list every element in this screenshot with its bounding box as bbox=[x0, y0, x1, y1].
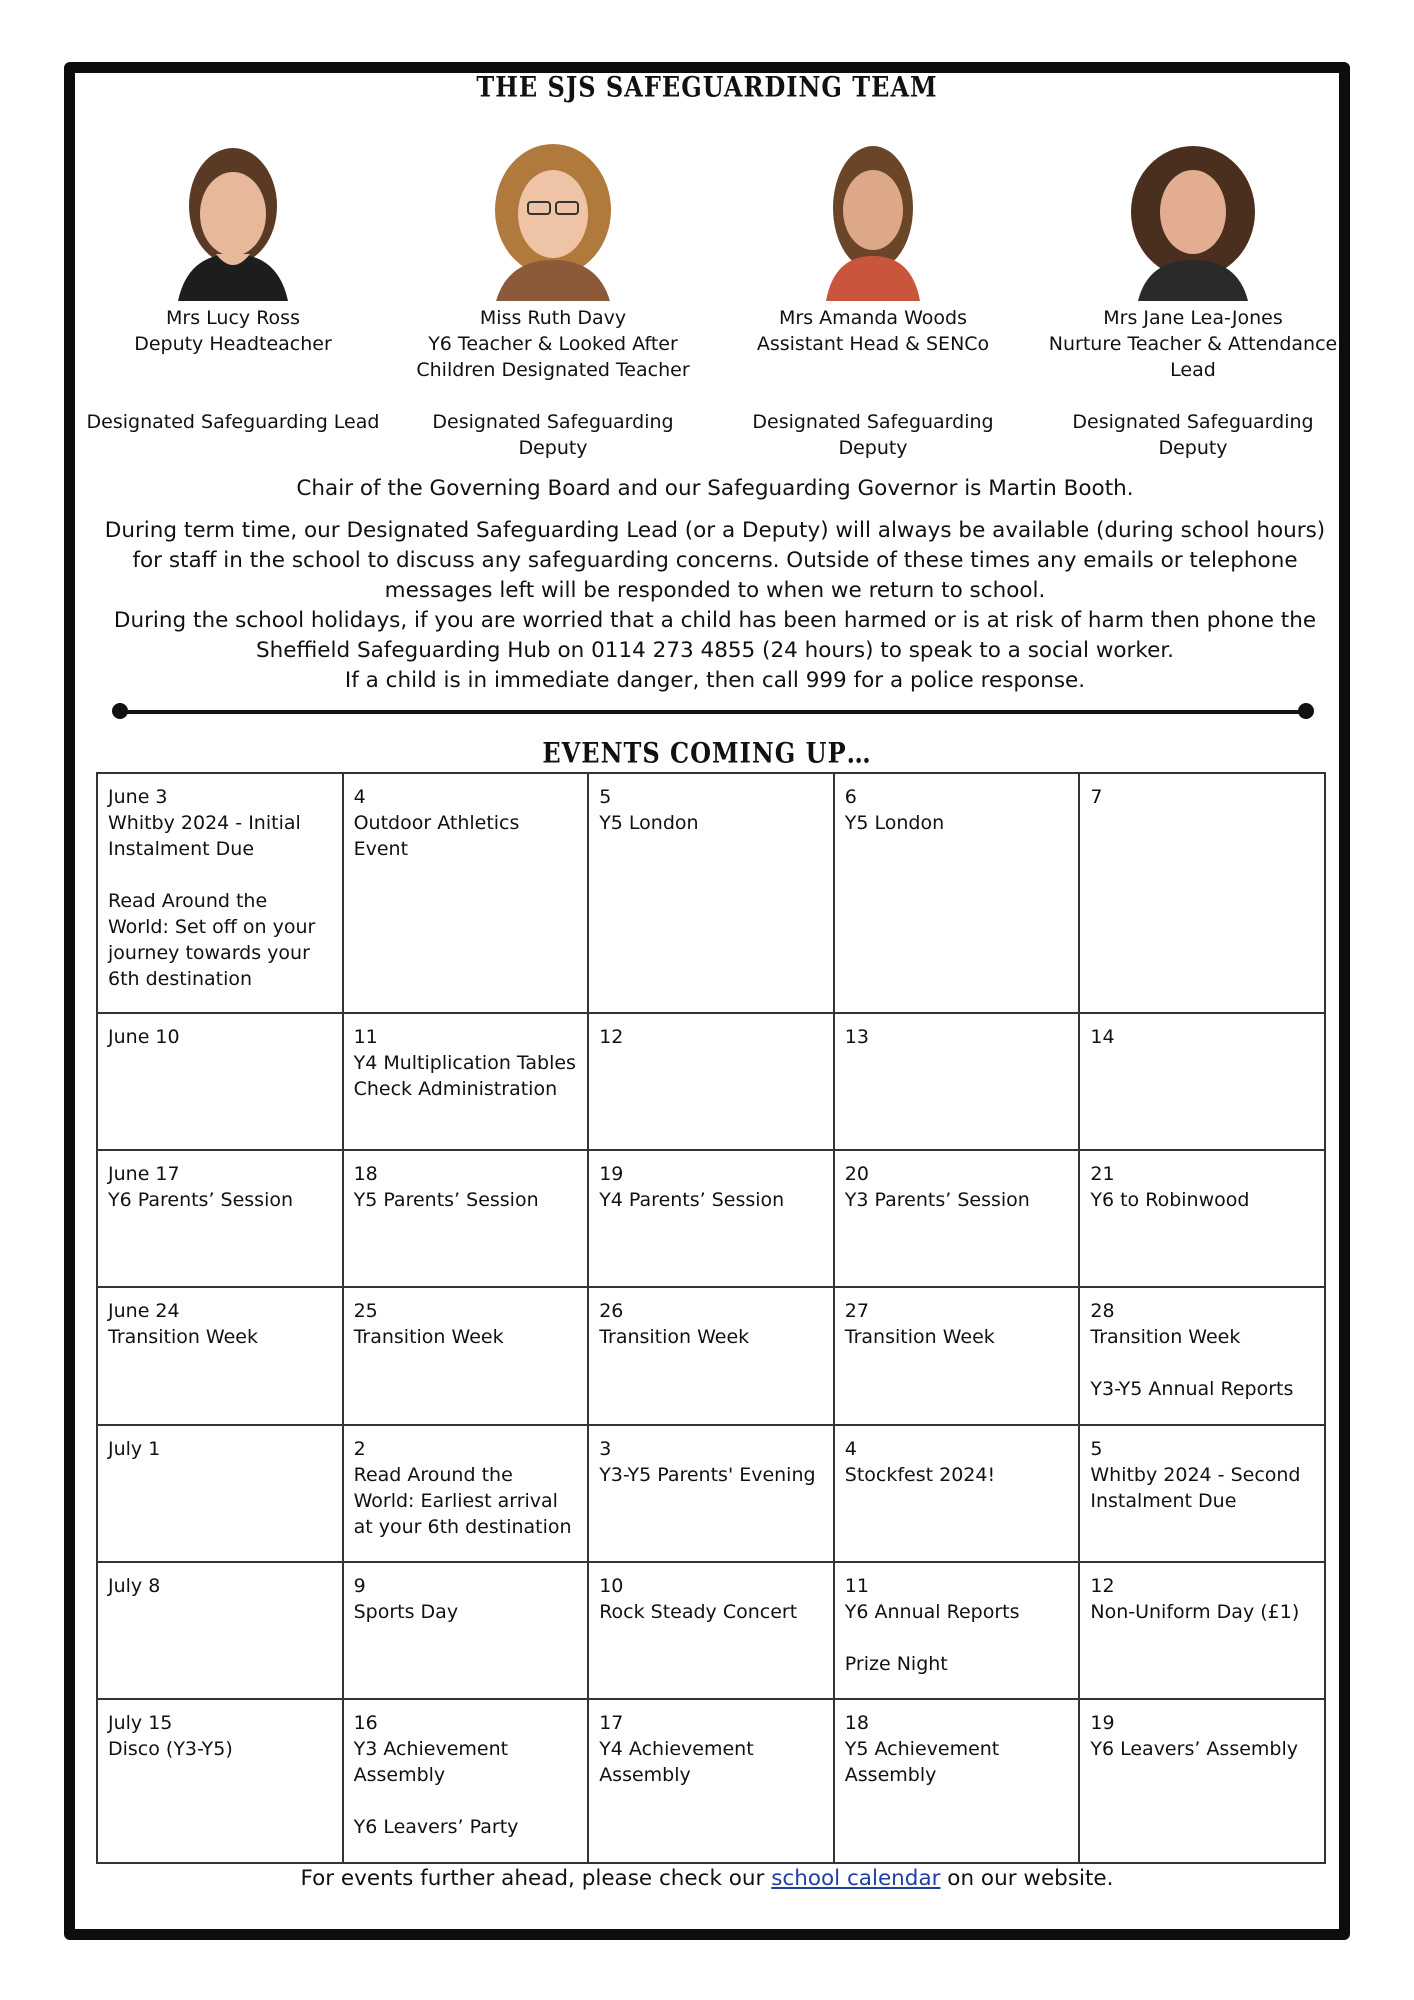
calendar-event: Outdoor Athletics Event bbox=[353, 812, 520, 860]
calendar-day-cell bbox=[1079, 773, 1325, 1013]
calendar-date: July 8 bbox=[108, 1574, 161, 1597]
calendar-day-cell bbox=[97, 1562, 343, 1699]
term-time-statement: During term time, our Designated Safeguarding Lead (or a Deputy) will always be available (during school hours) for staff in the school to discuss any safeguarding concerns. Outside of these times any emails or telephone messages left will be responded to when we return to school. bbox=[104, 518, 1326, 603]
footer-note bbox=[0, 1864, 1414, 1894]
calendar-date: July 1 bbox=[108, 1437, 161, 1460]
calendar-date: 25 bbox=[353, 1300, 378, 1323]
calendar-week-row bbox=[97, 1699, 1325, 1863]
calendar-date: 26 bbox=[599, 1300, 624, 1323]
calendar-date: June 10 bbox=[108, 1026, 180, 1049]
calendar-event: Y4 Achievement Assembly bbox=[599, 1737, 754, 1786]
calendar-event: Disco (Y3-Y5) bbox=[108, 1737, 233, 1760]
chair-statement: Chair of the Governing Board and our Safeguarding Governor is Martin Booth. bbox=[296, 476, 1134, 501]
staff-title-3-line-1: Assistant Head & SENCo bbox=[756, 333, 990, 355]
calendar-date: 5 bbox=[1090, 1437, 1103, 1460]
staff-title-2-line-1: Y6 Teacher & Looked After bbox=[428, 333, 678, 355]
calendar-day-cell bbox=[588, 1150, 834, 1287]
safeguarding-team-title: THE SJS SAFEGUARDING TEAM bbox=[476, 69, 938, 104]
calendar-day-cell bbox=[588, 1013, 834, 1150]
staff-role-2-line-1: Designated Safeguarding bbox=[432, 411, 674, 433]
calendar-date: 2 bbox=[353, 1437, 366, 1460]
calendar-event: Y6 to Robinwood bbox=[1090, 1189, 1250, 1212]
calendar-event: Y6 Annual Reports bbox=[844, 1600, 1020, 1623]
calendar-day-cell bbox=[1079, 1287, 1325, 1424]
calendar-week-row bbox=[97, 1013, 1325, 1150]
calendar-event: Y5 London bbox=[844, 812, 945, 834]
calendar-event: Sports Day bbox=[353, 1600, 459, 1623]
staff-photo-1 bbox=[158, 136, 308, 301]
calendar-date: 18 bbox=[353, 1163, 378, 1186]
staff-photo-3 bbox=[798, 136, 948, 301]
calendar-week-row bbox=[97, 773, 1325, 1013]
calendar-day-cell bbox=[588, 1562, 834, 1699]
calendar-day-cell bbox=[834, 1150, 1080, 1287]
calendar-event: Rock Steady Concert bbox=[599, 1600, 798, 1623]
staff-card-2 bbox=[398, 136, 708, 461]
calendar-day-cell bbox=[834, 1425, 1080, 1562]
staff-role-4-line-1: Designated Safeguarding bbox=[1072, 411, 1314, 433]
calendar-event: Y6 Leavers’ Party bbox=[353, 1815, 519, 1838]
calendar-date: 27 bbox=[844, 1300, 869, 1323]
calendar-date: 21 bbox=[1090, 1163, 1115, 1186]
danger-text: If a child is in immediate danger, then call 999 for a police response. bbox=[344, 668, 1086, 693]
staff-photo-2 bbox=[478, 136, 628, 301]
calendar-date: June 24 bbox=[108, 1300, 180, 1323]
calendar-date: 6 bbox=[844, 786, 857, 808]
calendar-event: Whitby 2024 - Second Instalment Due bbox=[1090, 1463, 1301, 1512]
calendar-event: Y5 Parents’ Session bbox=[353, 1189, 539, 1212]
calendar-date: 10 bbox=[599, 1574, 624, 1597]
calendar-day-cell bbox=[343, 1287, 589, 1424]
calendar-day-cell bbox=[343, 1013, 589, 1150]
calendar-day-cell bbox=[97, 1699, 343, 1863]
calendar-event: Transition Week bbox=[108, 1326, 258, 1349]
calendar-event: Read Around the World: Earliest arrival at your 6th destination bbox=[353, 1463, 572, 1538]
staff-title-1-line-1: Deputy Headteacher bbox=[134, 333, 332, 355]
calendar-date: 11 bbox=[353, 1026, 378, 1049]
staff-role-1-line-1: Designated Safeguarding Lead bbox=[86, 411, 380, 433]
calendar-event: Transition Week bbox=[1090, 1326, 1241, 1349]
divider-dot-right bbox=[1298, 703, 1314, 719]
calendar-date: 13 bbox=[844, 1026, 869, 1049]
section-divider bbox=[116, 710, 1310, 714]
cell-spacer bbox=[1090, 1350, 1314, 1376]
staff-photo-4 bbox=[1118, 136, 1268, 301]
calendar-date: 4 bbox=[844, 1437, 857, 1460]
calendar-day-cell bbox=[834, 1287, 1080, 1424]
cell-spacer bbox=[354, 1788, 578, 1814]
calendar-event: Y3-Y5 Parents' Evening bbox=[599, 1463, 816, 1486]
calendar-day-cell bbox=[1079, 1562, 1325, 1699]
calendar-event: Y4 Parents’ Session bbox=[599, 1189, 785, 1212]
holiday-statement bbox=[95, 606, 1335, 696]
staff-title-4-line-2: Lead bbox=[1170, 359, 1216, 381]
calendar-event: Non-Uniform Day (£1) bbox=[1090, 1600, 1300, 1623]
calendar-date: 19 bbox=[1090, 1711, 1115, 1734]
calendar-day-cell bbox=[1079, 1013, 1325, 1150]
staff-title-4-line-1: Nurture Teacher & Attendance bbox=[1048, 333, 1338, 355]
calendar-event: Stockfest 2024! bbox=[844, 1463, 996, 1486]
events-title: EVENTS COMING UP… bbox=[542, 735, 872, 770]
footer-text-before: For events further ahead, please check our bbox=[300, 1866, 772, 1891]
staff-role-4-line-2: Deputy bbox=[1158, 437, 1228, 459]
calendar-week-row bbox=[97, 1150, 1325, 1287]
calendar-day-cell bbox=[97, 1287, 343, 1424]
staff-role-2-line-2: Deputy bbox=[518, 437, 588, 459]
calendar-day-cell bbox=[97, 773, 343, 1013]
calendar-event: Y5 Achievement Assembly bbox=[844, 1737, 1000, 1786]
calendar-event: Prize Night bbox=[844, 1652, 948, 1675]
footer-text-after: on our website. bbox=[940, 1866, 1114, 1891]
calendar-date: 4 bbox=[353, 786, 366, 808]
calendar-day-cell bbox=[834, 1013, 1080, 1150]
staff-card-1 bbox=[78, 136, 388, 435]
calendar-date: July 15 bbox=[108, 1711, 173, 1734]
calendar-date: 19 bbox=[599, 1163, 624, 1186]
calendar-day-cell bbox=[588, 773, 834, 1013]
calendar-event: Read Around the World: Set off on your journey towards your 6th destination bbox=[108, 890, 316, 990]
calendar-date: 9 bbox=[353, 1574, 366, 1597]
staff-name-2: Miss Ruth Davy bbox=[479, 307, 627, 329]
calendar-day-cell bbox=[834, 773, 1080, 1013]
calendar-day-cell bbox=[343, 1150, 589, 1287]
calendar-date: 20 bbox=[844, 1163, 869, 1186]
calendar-day-cell bbox=[343, 1425, 589, 1562]
staff-name-4: Mrs Jane Lea-Jones bbox=[1103, 307, 1283, 329]
calendar-date: 28 bbox=[1090, 1300, 1115, 1323]
staff-name-3: Mrs Amanda Woods bbox=[779, 307, 967, 329]
calendar-day-cell bbox=[834, 1562, 1080, 1699]
staff-role-3-line-2: Deputy bbox=[838, 437, 908, 459]
calendar-week-row bbox=[97, 1562, 1325, 1699]
calendar-event: Y3 Achievement Assembly bbox=[353, 1737, 509, 1786]
calendar-week-row bbox=[97, 1287, 1325, 1424]
calendar-date: 12 bbox=[599, 1026, 624, 1049]
calendar-day-cell bbox=[588, 1287, 834, 1424]
calendar-day-cell bbox=[588, 1699, 834, 1863]
calendar-day-cell bbox=[97, 1150, 343, 1287]
calendar-event: Y4 Multiplication Tables Check Administration bbox=[353, 1052, 576, 1101]
calendar-date: 18 bbox=[844, 1711, 869, 1734]
calendar-event: Y5 London bbox=[599, 812, 699, 834]
cell-spacer bbox=[845, 1625, 1069, 1651]
school-calendar-link[interactable]: school calendar bbox=[771, 1866, 941, 1891]
calendar-event: Y6 Leavers’ Assembly bbox=[1090, 1737, 1298, 1760]
calendar-day-cell bbox=[588, 1425, 834, 1562]
calendar-date: 7 bbox=[1090, 786, 1103, 808]
calendar-date: June 17 bbox=[108, 1163, 180, 1186]
calendar-week-row bbox=[97, 1425, 1325, 1562]
calendar-event: Y6 Parents’ Session bbox=[108, 1189, 294, 1212]
calendar-date: 5 bbox=[599, 786, 612, 808]
calendar-day-cell bbox=[97, 1013, 343, 1150]
calendar-day-cell bbox=[834, 1699, 1080, 1863]
calendar-day-cell bbox=[343, 1699, 589, 1863]
cell-spacer bbox=[108, 862, 332, 888]
calendar-day-cell bbox=[1079, 1150, 1325, 1287]
calendar-event: Transition Week bbox=[353, 1326, 504, 1349]
calendar-date: 17 bbox=[599, 1711, 624, 1734]
staff-card-4 bbox=[1038, 136, 1348, 461]
staff-name-1: Mrs Lucy Ross bbox=[166, 307, 300, 329]
calendar-event: Y3 Parents’ Session bbox=[844, 1189, 1030, 1212]
calendar-date: 3 bbox=[599, 1437, 612, 1460]
calendar-event: Transition Week bbox=[599, 1326, 750, 1349]
events-calendar-table bbox=[96, 772, 1326, 1864]
staff-title-2-line-2: Children Designated Teacher bbox=[416, 359, 690, 381]
calendar-event: Y3-Y5 Annual Reports bbox=[1090, 1378, 1294, 1401]
calendar-date: June 3 bbox=[108, 786, 168, 808]
calendar-day-cell bbox=[343, 773, 589, 1013]
calendar-day-cell bbox=[343, 1562, 589, 1699]
calendar-event: Whitby 2024 - Initial Instalment Due bbox=[108, 812, 301, 860]
calendar-date: 12 bbox=[1090, 1574, 1115, 1597]
calendar-date: 16 bbox=[353, 1711, 378, 1734]
calendar-event: Transition Week bbox=[844, 1326, 995, 1349]
holiday-text: During the school holidays, if you are worried that a child has been harmed or is at risk of harm then phone the Sheffield Safeguarding Hub on 0114 273 4855 (24 hours) to speak to a social worker. bbox=[113, 608, 1317, 663]
staff-card-3 bbox=[718, 136, 1028, 461]
staff-role-3-line-1: Designated Safeguarding bbox=[752, 411, 994, 433]
calendar-date: 14 bbox=[1090, 1026, 1115, 1049]
calendar-day-cell bbox=[97, 1425, 343, 1562]
calendar-day-cell bbox=[1079, 1699, 1325, 1863]
calendar-date: 11 bbox=[844, 1574, 869, 1597]
calendar-day-cell bbox=[1079, 1425, 1325, 1562]
